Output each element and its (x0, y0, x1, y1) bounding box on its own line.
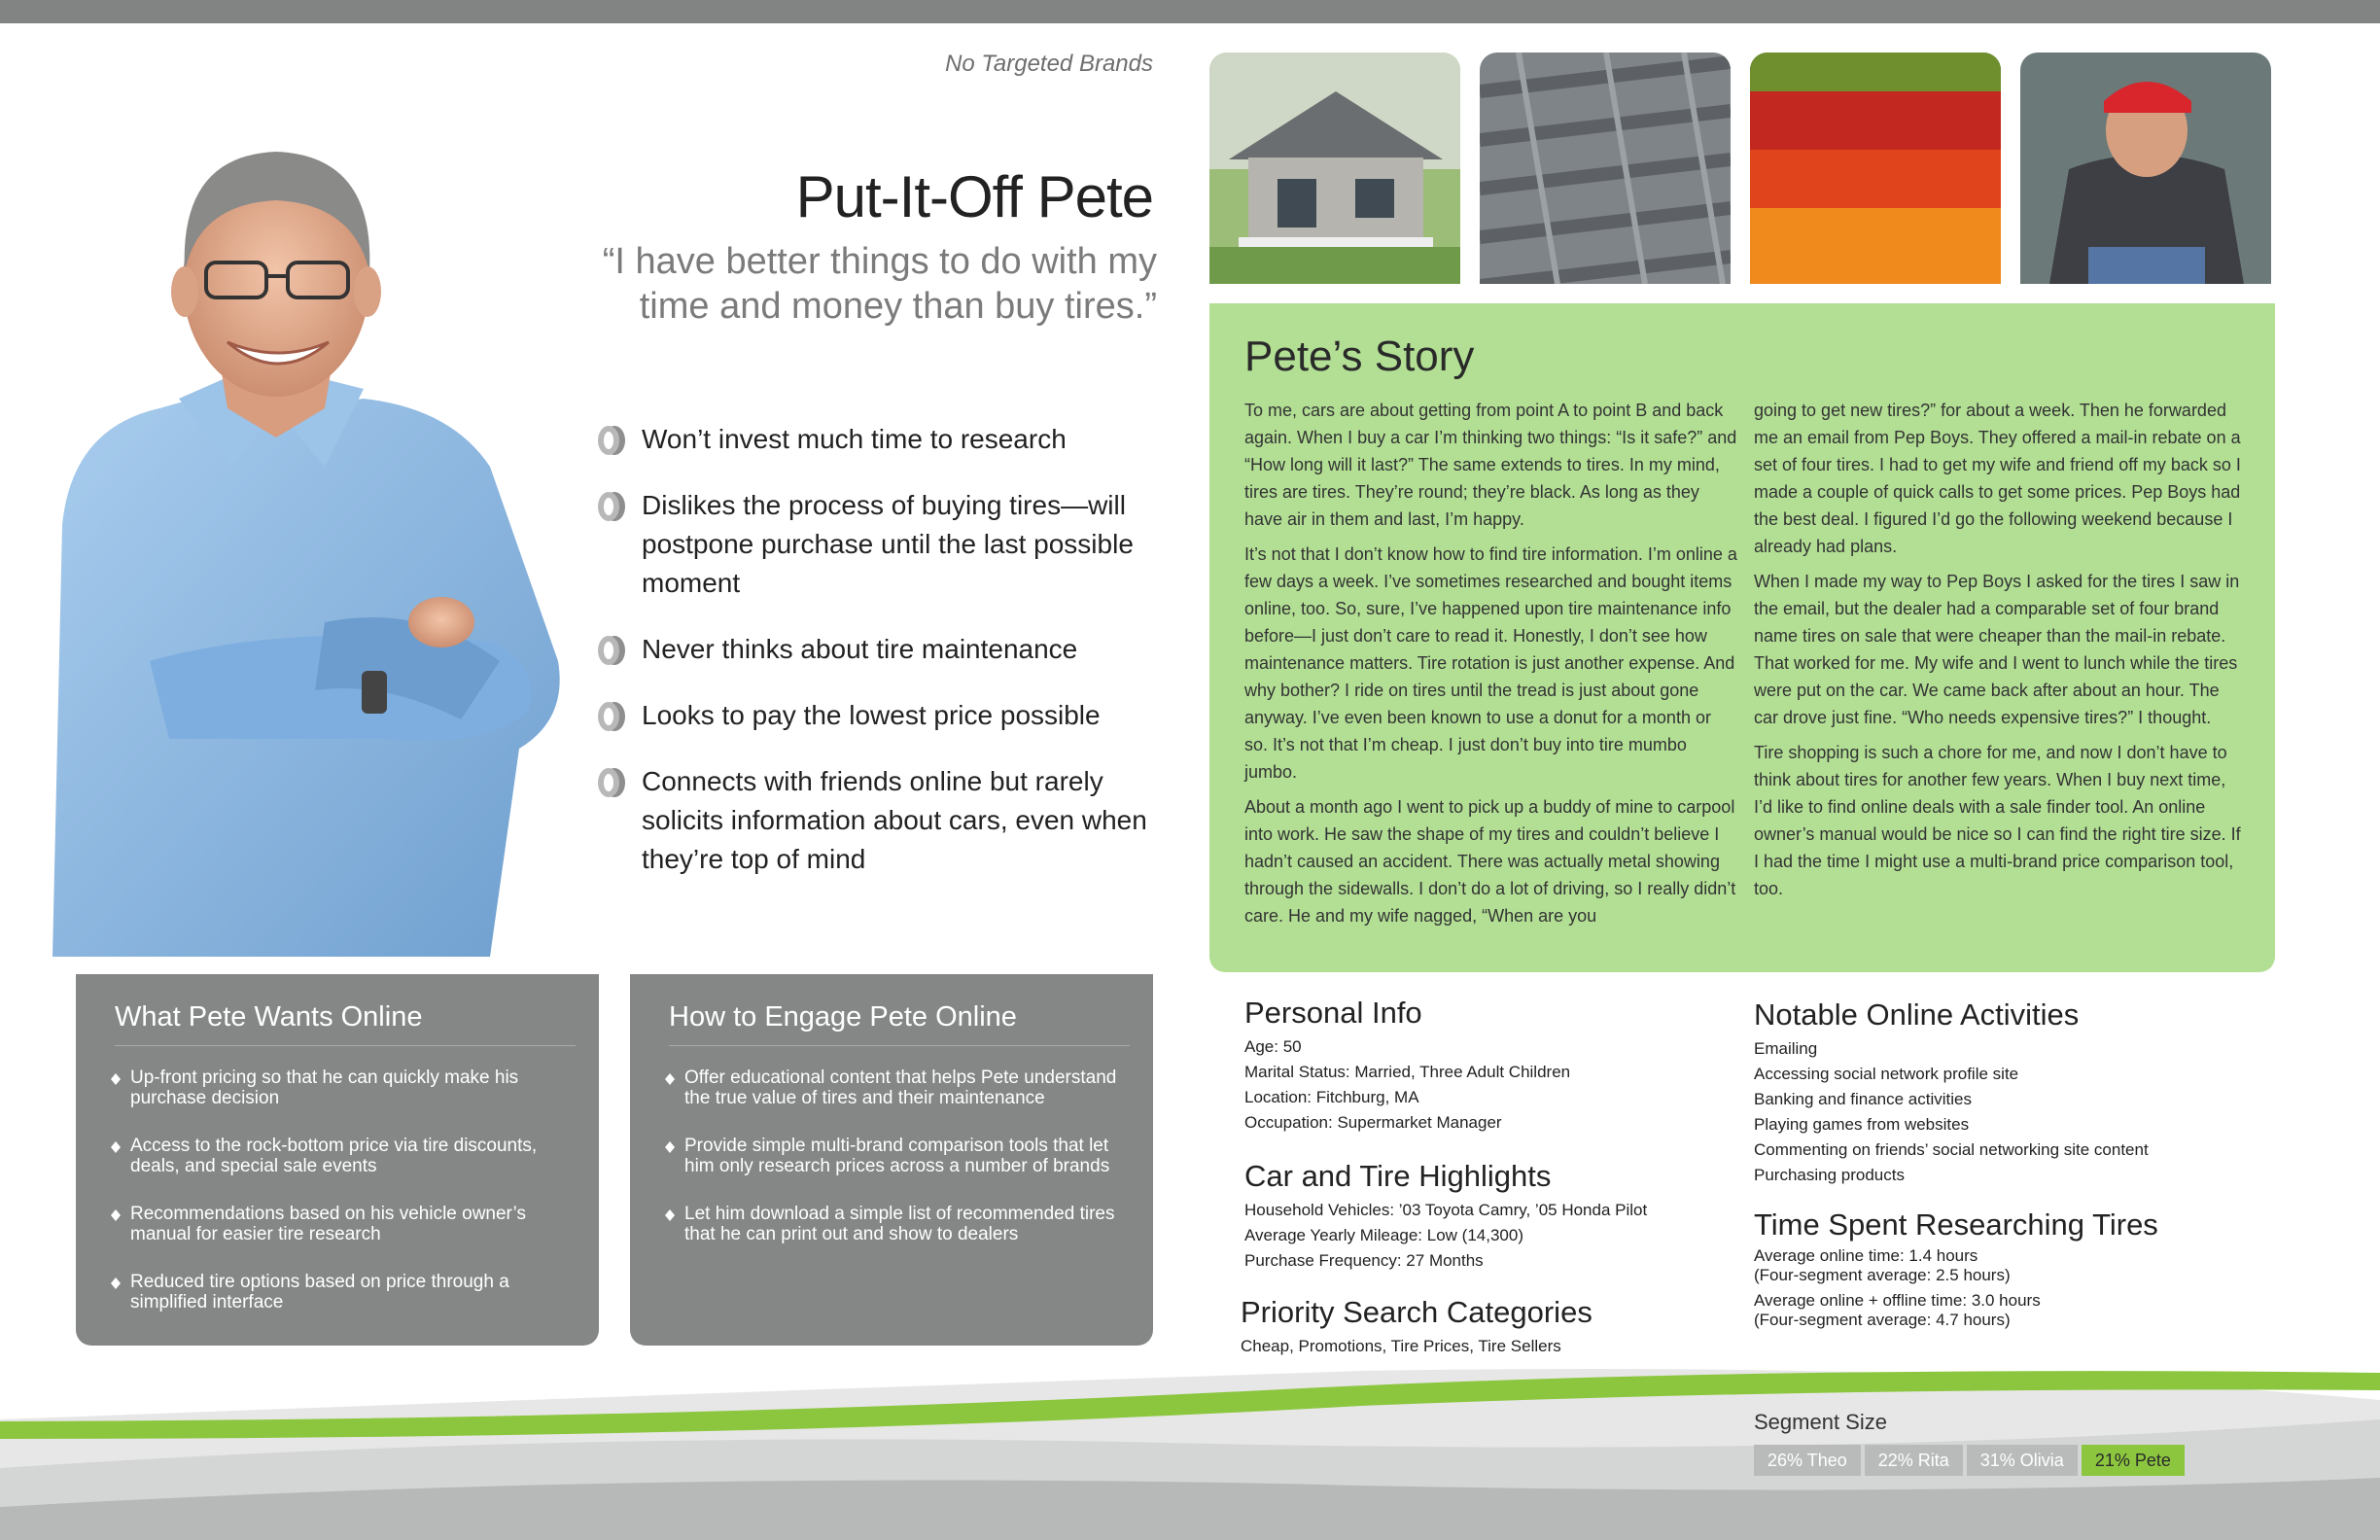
time-spent-line: (Four-segment average: 2.5 hours) (1754, 1266, 2011, 1284)
activity-line: Playing games from websites (1754, 1115, 1970, 1134)
personal-info-title: Personal Info (1244, 996, 1422, 1030)
tire-bullet-icon (595, 766, 628, 799)
persona-quote: “I have better things to do with my time and money than buy tires.” (602, 241, 1157, 327)
story-paragraph: Tire shopping is such a chore for me, and now I don’t have to think about tires for another few years. When I buy next time, I’d like to find online deals with a sale finder tool. An online owner’s manual would be nice so I can find the right tire size. If I had the time I might use a multi-brand price comparison tool, too. (1754, 743, 2241, 898)
portrait-illustration (33, 117, 578, 957)
engage-online-box (630, 974, 1153, 1346)
story-column-2 (1754, 397, 2248, 910)
segment-theo: 26% Theo (1754, 1445, 1861, 1476)
tire-bullet-icon (595, 700, 628, 733)
time-spent-line: (Four-segment average: 4.7 hours) (1754, 1311, 2011, 1329)
story-paragraph: About a month ago I went to pick up a buddy of mine to carpool into work. He saw the shape of my tires and couldn’t believe I hadn’t caused an accident. There was actually metal showing through the sidewalls. I don’t do a lot of driving, so I really didn’t care. He and my wife nagged, “When are you (1244, 797, 1736, 926)
trait-item (595, 762, 1169, 879)
engage-online-item (669, 1068, 1130, 1108)
personal-info (1244, 996, 1570, 1136)
photo-tire-tread (1480, 52, 1731, 284)
activity-line: Accessing social network profile site (1754, 1065, 2019, 1083)
traits-list (595, 420, 1169, 906)
activities-title: Notable Online Activities (1754, 998, 2080, 1032)
trait-item (595, 486, 1169, 603)
trait-item (595, 696, 1169, 735)
wants-online-item (115, 1272, 576, 1312)
trait-text: Dislikes the process of buying tires—will postpone purchase until the last possible moment (642, 490, 1134, 598)
story-panel (1209, 303, 2275, 972)
wants-online-text: Recommendations based on his vehicle owner’s manual for easier tire research (130, 1204, 526, 1244)
wants-online-text: Access to the rock-bottom price via tire discounts, deals, and special sale events (130, 1136, 538, 1176)
trait-text: Never thinks about tire maintenance (642, 634, 1078, 664)
story-paragraph: When I made my way to Pep Boys I asked for the tires I saw in the email, but the dealer had a comparable set of four brand name tires on sale that were cheaper than the mail-in rebate. That worked for me. My wife and I went to lunch while the tires were put on the car. We came back after about an hour. The car drove just fine. “Who needs expensive tires?” I thought. (1754, 572, 2240, 727)
activity-line: Purchasing products (1754, 1166, 1905, 1184)
produce-illustration (1750, 52, 2001, 284)
car-tire-line: Household Vehicles: ’03 Toyota Camry, ’05 Honda Pilot (1244, 1201, 1648, 1219)
personal-info-line: Age: 50 (1244, 1037, 1302, 1056)
priority-line: Cheap, Promotions, Tire Prices, Tire Sellers (1241, 1337, 1561, 1355)
trait-item (595, 630, 1169, 669)
time-spent-line: Average online time: 1.4 hours (1754, 1246, 1978, 1265)
engage-online-text: Provide simple multi-brand comparison tools that let him only research prices across a number of brands (684, 1136, 1110, 1176)
priority-title: Priority Search Categories (1241, 1295, 1592, 1329)
segment-size (1754, 1410, 2185, 1476)
story-paragraph: going to get new tires?” for about a week. Then he forwarded me an email from Pep Boys. They offered a mail-in rebate on a set of four tires. I had to get my wife and friend off my back so I made a couple of quick calls to get some prices. Pep Boys had the best deal. I figured I’d go the following weekend because I already had plans. (1754, 401, 2241, 556)
activity-line: Banking and finance activities (1754, 1090, 1972, 1108)
segment-size-row (1754, 1445, 2185, 1476)
time-spent (1754, 1208, 2158, 1330)
diamond-bullet-icon (111, 1141, 121, 1153)
house-illustration (1209, 52, 1460, 284)
wants-online-list (115, 1068, 576, 1312)
segment-size-title: Segment Size (1754, 1410, 1887, 1434)
pete-bowling-illustration (2020, 52, 2271, 284)
personal-info-line: Location: Fitchburg, MA (1244, 1088, 1419, 1106)
tire-bullet-icon (595, 634, 628, 667)
wants-online-item (115, 1204, 576, 1244)
time-spent-line: Average online + offline time: 3.0 hours (1754, 1291, 2041, 1310)
wants-online-item (115, 1068, 576, 1108)
engage-online-text: Offer educational content that helps Pete understand the true value of tires and their maintenance (684, 1068, 1117, 1108)
engage-online-item (669, 1204, 1130, 1244)
engage-online-item (669, 1136, 1130, 1176)
trait-text: Won’t invest much time to research (642, 424, 1067, 454)
wants-online-title: What Pete Wants Online (115, 1001, 576, 1046)
car-tire-line: Purchase Frequency: 27 Months (1244, 1251, 1484, 1270)
persona-name: Put-It-Off Pete (795, 164, 1153, 229)
trait-text: Looks to pay the lowest price possible (642, 700, 1101, 730)
story-title: Pete’s Story (1244, 332, 1475, 380)
wants-online-box (76, 974, 599, 1346)
trait-text: Connects with friends online but rarely solicits information about cars, even when they’re top of mind (642, 766, 1147, 874)
car-tire-line: Average Yearly Mileage: Low (14,300) (1244, 1226, 1523, 1244)
segment-pete: 21% Pete (2082, 1445, 2185, 1476)
story-paragraph: It’s not that I don’t know how to find tire information. I’m online a few days a week. I’ve sometimes researched and bought items online, too. So, sure, I’ve happened upon tire maintenance info before—I just don’t care to read it. Honestly, I don’t see how maintenance matters. Tire rotation is just another expense. And why bother? I ride on tires until the tread is just about gone anyway. I’ve even been known to use a donut for a month or so. It’s not that I’m cheap. I just don’t buy into tire mumbo jumbo. (1244, 544, 1737, 782)
segment-olivia: 31% Olivia (1967, 1445, 2078, 1476)
trait-item (595, 420, 1169, 459)
story-paragraph: To me, cars are about getting from point A to point B and back again. When I buy a car I’m thinking two things: “Is it safe?” and “How long will it last?” The same extends to tires. In my mind, tires are tires. They’re round; they’re black. As long as they have air in them and last, I’m happy. (1244, 401, 1737, 529)
top-bar (0, 0, 2380, 23)
segment-rita: 22% Rita (1865, 1445, 1963, 1476)
wants-online-item (115, 1136, 576, 1176)
tire-bullet-icon (595, 424, 628, 457)
diamond-bullet-icon (665, 1141, 675, 1153)
diamond-bullet-icon (111, 1073, 121, 1085)
photo-house (1209, 52, 1460, 284)
online-activities (1754, 998, 2149, 1188)
car-tire-highlights (1244, 1159, 1647, 1274)
photo-pete-bowling (2020, 52, 2271, 284)
tagline: No Targeted Brands (945, 51, 1153, 77)
diamond-bullet-icon (665, 1209, 675, 1221)
diamond-bullet-icon (111, 1209, 121, 1221)
car-tire-title: Car and Tire Highlights (1244, 1159, 1552, 1193)
engage-online-text: Let him download a simple list of recommended tires that he can print out and show to dealers (684, 1204, 1115, 1244)
personal-info-line: Occupation: Supermarket Manager (1244, 1113, 1502, 1132)
wants-online-text: Reduced tire options based on price through a simplified interface (130, 1272, 509, 1312)
wants-online-text: Up-front pricing so that he can quickly make his purchase decision (130, 1068, 519, 1108)
time-spent-title: Time Spent Researching Tires (1754, 1208, 2158, 1242)
personal-info-line: Marital Status: Married, Three Adult Children (1244, 1063, 1571, 1081)
tire-tread-illustration (1480, 52, 1731, 284)
engage-online-title: How to Engage Pete Online (669, 1001, 1130, 1046)
persona-portrait (33, 117, 578, 957)
diamond-bullet-icon (111, 1278, 121, 1289)
diamond-bullet-icon (665, 1073, 675, 1085)
story-column-1 (1244, 397, 1738, 937)
photo-produce (1750, 52, 2001, 284)
priority-search (1241, 1295, 1592, 1359)
tire-bullet-icon (595, 490, 628, 523)
activity-line: Emailing (1754, 1039, 1818, 1058)
engage-online-list (669, 1068, 1130, 1244)
activity-line: Commenting on friends’ social networking site content (1754, 1140, 2149, 1159)
